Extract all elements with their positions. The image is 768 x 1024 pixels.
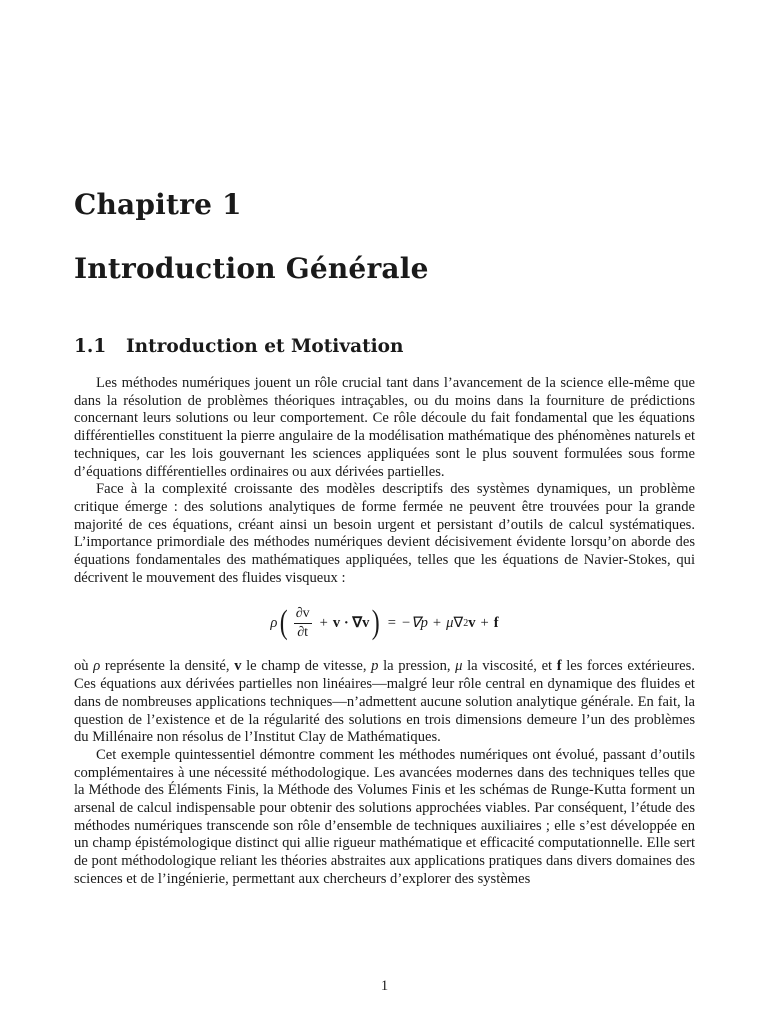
navier-stokes-equation — [74, 601, 695, 645]
eq-plus-2: + — [432, 614, 442, 631]
paragraph-4: Cet exemple quintessentiel démontre comment les méthodes numériques ont évolué, passant d’outils complémentaires à une nécessité méthodologique. Les avancées modernes dans des techniques telles que la Méthode des Éléments Finis, la Méthode des Volumes Finis et les schémas de Runge-Kutta forment un arsenal de calcul indispensable pour obtenir des solutions approchées viables. Par conséquent, l’étude des méthodes numériques transcende son rôle d’ensemble de techniques auxiliaires ; elle s’est développée en un champ épistémologique distinct qui allie rigueur mathématique et efficacité computationnelle. Elle sert de pont méthodologique reliant les théories abstraites aux applications pratiques dans divers domaines des sciences et de l’ingénierie, permettant aux chercheurs d’explorer des systèmes — [74, 746, 695, 887]
page-number: 1 — [380, 978, 389, 994]
eq-convective-term: v · ∇v — [332, 615, 370, 632]
symbol-f: f — [556, 658, 562, 675]
eq-force: f — [493, 614, 499, 631]
eq-left-paren: ( — [280, 604, 289, 642]
symbol-rho: ρ — [93, 658, 101, 675]
body-text — [74, 375, 695, 889]
eq-denominator: ∂t — [297, 624, 309, 640]
eq-fraction — [294, 606, 312, 641]
chapter-label: Chapitre 1 — [74, 188, 242, 221]
eq-plus-3: + — [480, 614, 489, 631]
section-title: Introduction et Motivation — [126, 336, 404, 357]
symbol-v: v — [234, 658, 242, 675]
document-page — [74, 0, 695, 1024]
symbol-mu: μ — [455, 658, 463, 675]
eq-rho: ρ — [270, 614, 278, 631]
eq-mu: μ — [446, 614, 454, 631]
paragraph-1: Les méthodes numériques jouent un rôle crucial tant dans l’avancement de la science elle-même que dans la résolution de problèmes théoriques intraçables, ou du moins dans la fourniture de prédictions concernant leurs solutions ou leur comportement. Ce rôle découle du fait fondamental que les équations différentielles constituent la pierre angulaire de la modélisation mathématique des phénomènes naturels et techniques, car les lois gouvernant les sciences appliquées sont le plus souvent formulées sous forme d’équations différentielles ordinaires ou aux dérivées partielles. — [74, 375, 695, 480]
eq-plus-1: + — [319, 614, 328, 631]
eq-superscript: 2 — [463, 617, 469, 629]
eq-numerator: ∂v — [294, 606, 312, 624]
eq-v: v — [468, 614, 476, 631]
eq-right-paren: ) — [372, 604, 381, 642]
chapter-title: Introduction Générale — [74, 252, 429, 285]
eq-equals: = — [387, 614, 396, 631]
eq-pressure-gradient: −∇p — [400, 615, 428, 632]
paragraph-3: où ρ représente la densité, v le champ de vitesse, p la pression, μ la viscosité, et f les forces extérieures. Ces équations aux dérivées partielles non linéaires—malgré leur rôle central en dynamique des fluides et dans de nombreuses applications techniques—n’admettent aucune solution analytique générale. En fait, la question de l’existence et de la régularité des solutions en trois dimensions demeure l’un des problèmes du Millénaire non résolus de l’Institut Clay de Mathématiques. — [74, 658, 695, 746]
eq-nabla: ∇ — [453, 615, 464, 632]
symbol-p: p — [371, 658, 379, 675]
section-number: 1.1 — [74, 336, 107, 357]
paragraph-2: Face à la complexité croissante des modèles descriptifs des systèmes dynamiques, un problème critique émerge : des solutions analytiques de forme fermée ne peuvent être trouvées pour la grande majorité de ces équations, créant ainsi un besoin urgent et persistant d’outils de calcul systématiques. L’importance primordiale des méthodes numériques devient décisivement évidente lorsqu’on aborde des équations fondamentales des mathématiques appliquées, telles que les équations de Navier-Stokes, qui décrivent le mouvement des fluides visqueux : — [74, 481, 695, 586]
section-heading — [74, 336, 403, 357]
